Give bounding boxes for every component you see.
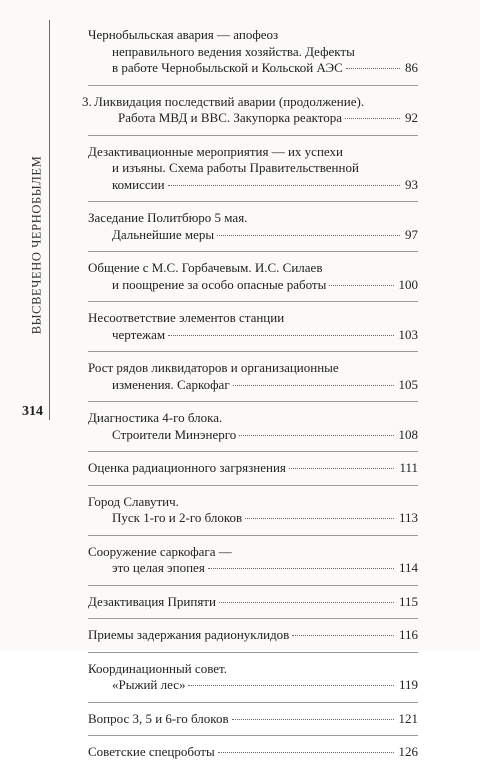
toc-entry-text: Дальнейшие меры <box>112 226 215 242</box>
toc-entry-text: в работе Чернобыльской и Кольской АЭС <box>112 60 343 75</box>
dot-leader <box>218 752 394 753</box>
toc-entry <box>88 460 418 486</box>
toc-entry-text: Дезактивация Припяти <box>88 593 216 609</box>
toc-entry-line <box>88 711 418 728</box>
toc-entry-line: Рост рядов ликвидаторов и организационные <box>88 360 339 375</box>
toc-page-number: 103 <box>398 326 418 342</box>
toc-entry-line: Сооружение саркофага — <box>88 543 232 559</box>
toc-entry-text: Советские спецроботы <box>88 744 215 759</box>
toc-entry-line: Координационный совет. <box>88 660 227 676</box>
toc-entry-line <box>94 110 418 127</box>
dot-leader <box>168 185 400 186</box>
toc-page-number: 92 <box>405 110 418 125</box>
toc-entry-line: Ликвидация последствий аварии (продолжение). <box>94 93 365 109</box>
dot-leader <box>345 118 400 119</box>
dot-leader <box>346 68 400 69</box>
toc-entry-line <box>88 560 418 577</box>
toc-entry <box>88 210 418 252</box>
running-head-title: ВЫСВЕЧЕНО ЧЕРНОБЫЛЕМ <box>29 155 44 335</box>
toc-entry-line: Общение с М.С. Горбачевым. И.С. Силаев <box>88 260 323 275</box>
toc-entry-text: Приемы задержания радионуклидов <box>88 627 290 642</box>
toc-entry <box>88 744 418 770</box>
dot-leader <box>239 435 393 436</box>
table-of-contents <box>82 27 418 778</box>
dot-leader <box>168 335 393 336</box>
page-number: 314 <box>22 404 43 419</box>
toc-entry-line <box>88 744 418 761</box>
toc-page-number: 126 <box>398 744 418 759</box>
toc-entry-text: Вопрос 3, 5 и 6-го блоков <box>88 710 229 726</box>
toc-entry-line <box>88 427 418 444</box>
toc-section-number: 3. <box>82 93 92 109</box>
toc-entry-line <box>88 177 418 194</box>
dot-leader <box>329 285 393 286</box>
toc-entry-text: и поощрение за особо опасные работы <box>112 276 327 292</box>
toc-page-number: 111 <box>399 460 418 475</box>
toc-page-number: 97 <box>405 226 418 242</box>
dot-leader <box>232 719 394 720</box>
toc-entry <box>88 627 418 653</box>
dot-leader <box>233 385 394 386</box>
toc-page-number: 121 <box>398 710 418 726</box>
toc-entry-line <box>88 377 418 394</box>
dot-leader <box>219 602 394 603</box>
toc-entry-text: изменения. Саркофаг <box>112 376 230 392</box>
toc-entry-line <box>88 277 418 294</box>
dot-leader <box>289 468 395 469</box>
toc-page-number: 100 <box>398 276 418 292</box>
toc-entry-line: и изъяны. Схема работы Правительственной <box>112 160 359 175</box>
toc-entry <box>88 27 418 86</box>
toc-entry <box>88 544 418 586</box>
toc-entry-text: Работа МВД и ВВС. Закупорка реактора <box>118 110 343 125</box>
toc-entry-text: это целая эпопея <box>112 560 205 575</box>
toc-entry-line: Чернобыльская авария — апофеоз <box>88 27 279 42</box>
toc-page-number: 105 <box>398 376 418 392</box>
dot-leader <box>292 635 394 636</box>
toc-page-number: 113 <box>398 510 418 525</box>
toc-entry-line <box>88 227 418 244</box>
toc-entry-line <box>88 327 418 344</box>
toc-entry <box>88 144 418 203</box>
toc-entry <box>82 93 418 136</box>
toc-entry-line: Диагностика 4-го блока. <box>88 410 223 425</box>
toc-entry-text: комиссии <box>112 176 165 192</box>
toc-entry-text: Пуск 1-го и 2-го блоков <box>112 510 243 525</box>
toc-entry-text: Оценка радиационного загрязнения <box>88 460 286 475</box>
toc-entry-text: чертежам <box>112 326 166 342</box>
toc-entry-line: Город Славутич. <box>88 493 179 509</box>
toc-entry-line: неправильного ведения хозяйства. Дефекты <box>112 43 355 59</box>
toc-page-number: 116 <box>398 627 418 642</box>
toc-entry-line: Несоответствие элементов станции <box>88 310 285 325</box>
toc-entry <box>88 494 418 536</box>
dot-leader <box>245 518 394 519</box>
toc-page-number: 93 <box>405 176 418 192</box>
toc-entry <box>88 711 418 737</box>
toc-entry-line <box>88 510 418 527</box>
toc-page-number: 114 <box>398 560 418 575</box>
toc-entry <box>88 310 418 352</box>
toc-entry-line <box>88 60 418 77</box>
toc-entry-line <box>88 594 418 611</box>
toc-page-number: 108 <box>398 426 418 442</box>
toc-entry <box>88 594 418 620</box>
toc-entry-line <box>88 460 418 477</box>
toc-entry-text: «Рыжий лес» <box>112 677 186 692</box>
toc-page-number: 119 <box>398 677 418 692</box>
toc-entry <box>88 661 418 703</box>
toc-entry-line <box>88 627 418 644</box>
running-head-rule <box>49 20 50 420</box>
toc-entry-text: Строители Минэнерго <box>112 426 237 442</box>
dot-leader <box>208 568 394 569</box>
toc-entry-line: Заседание Политбюро 5 мая. <box>88 210 248 225</box>
running-head <box>26 120 48 370</box>
toc-entry-line <box>88 677 418 694</box>
toc-entry <box>88 260 418 302</box>
toc-entry-line: Дезактивационные мероприятия — их успехи <box>88 143 343 159</box>
toc-entry <box>88 410 418 452</box>
toc-page-number: 115 <box>398 593 418 609</box>
toc-entry <box>88 360 418 402</box>
dot-leader <box>217 235 400 236</box>
dot-leader <box>188 685 394 686</box>
toc-page-number: 86 <box>405 60 418 75</box>
